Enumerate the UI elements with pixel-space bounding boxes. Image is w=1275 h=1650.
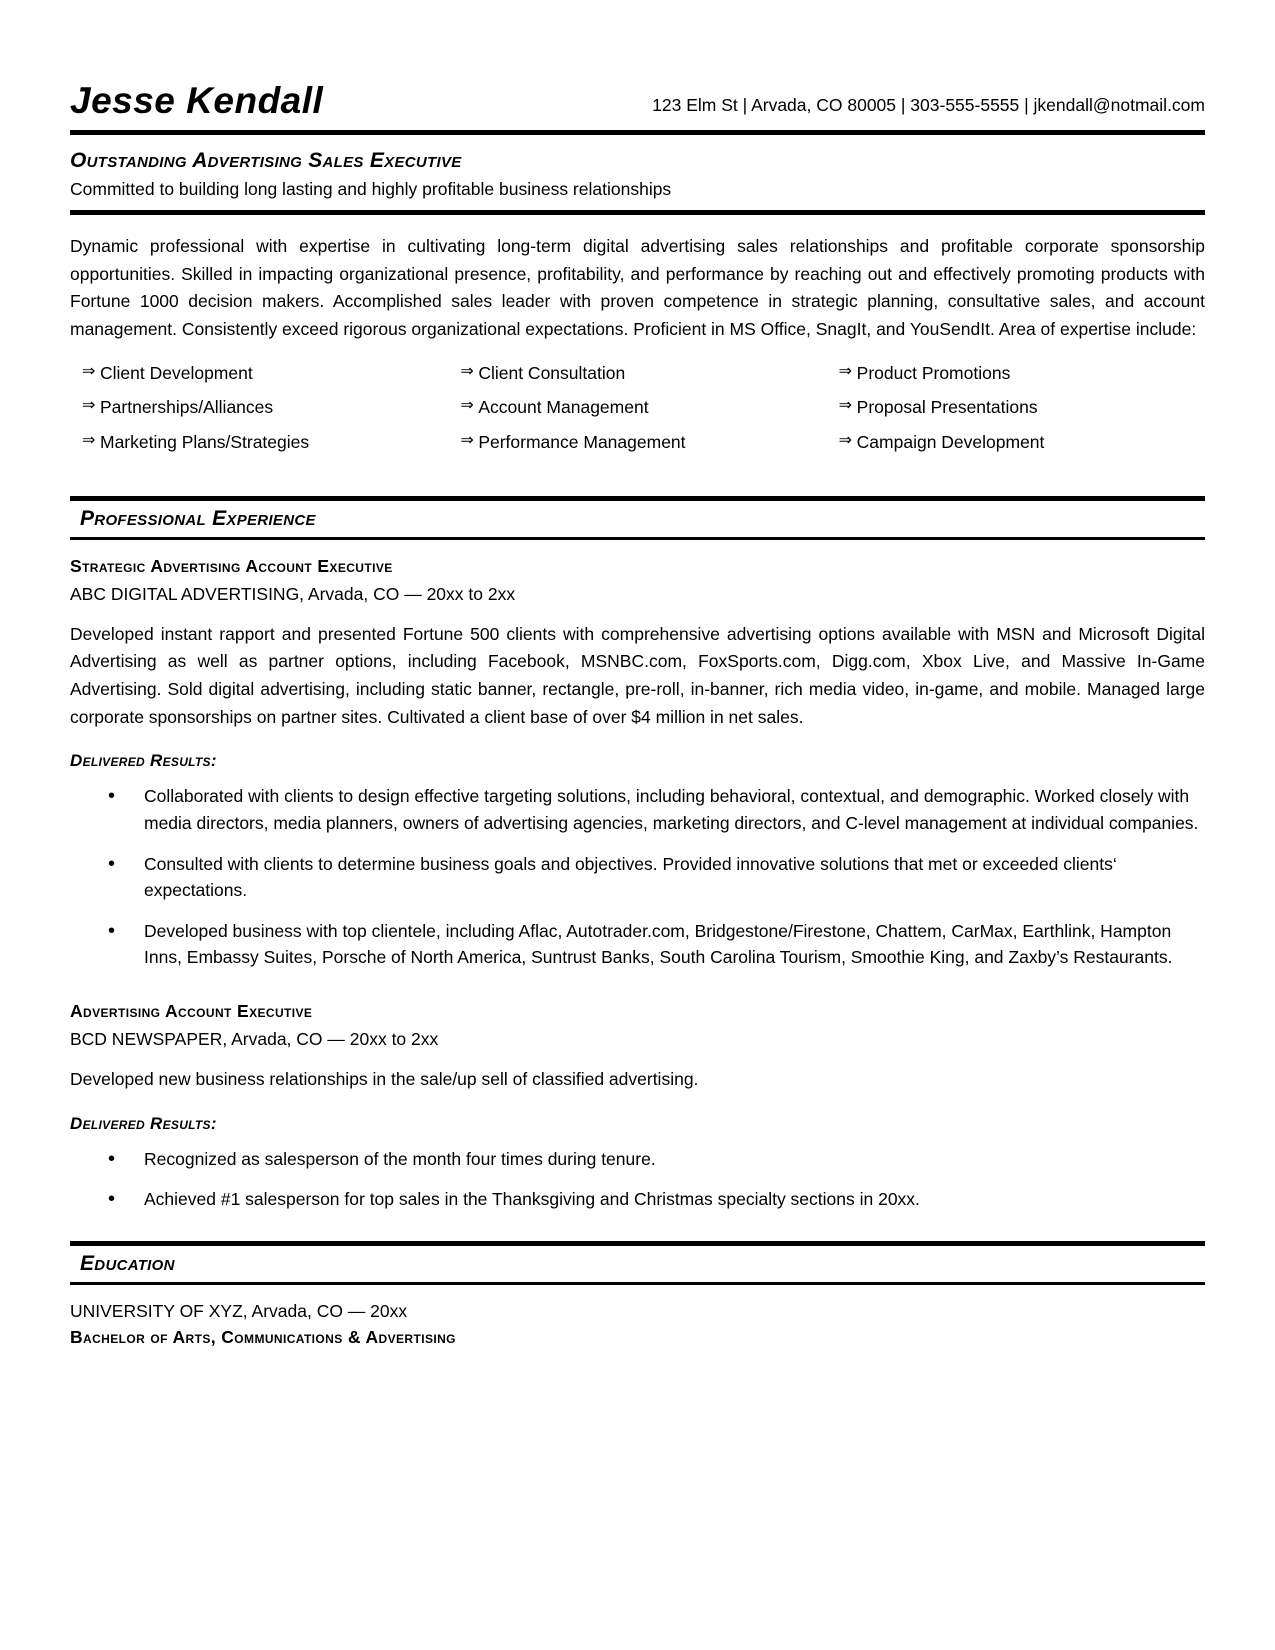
expertise-item xyxy=(448,362,826,385)
expertise-item xyxy=(70,362,448,385)
list-item: • Consulted with clients to determine business goals and objectives. Provided innovative solutions that met or exceeded clients‘ expectations. xyxy=(108,851,1205,904)
job-results-list xyxy=(70,783,1205,971)
education-entry xyxy=(70,1285,1205,1348)
headline-block xyxy=(70,135,1205,210)
education-school: UNIVERSITY OF XYZ, Arvada, CO — 20xx xyxy=(70,1300,408,1321)
expertise-item xyxy=(827,362,1205,385)
areas-of-expertise xyxy=(70,348,1205,482)
arrow-right-icon: ⇒ xyxy=(82,362,96,380)
job-results-list xyxy=(70,1146,1205,1213)
headline-subtitle: Committed to building long lasting and highly profitable business relationships xyxy=(70,179,672,199)
education-degree: Bachelor of Arts, Communications & Advertising xyxy=(70,1326,456,1347)
expertise-item xyxy=(827,396,1205,419)
arrow-right-icon: ⇒ xyxy=(460,397,474,415)
headline-title: Outstanding Advertising Sales Executive xyxy=(70,149,462,172)
delivered-results-label: Delivered Results: xyxy=(70,751,217,771)
candidate-name: Jesse Kendall xyxy=(70,80,324,121)
expertise-label: Performance Management xyxy=(478,432,686,453)
expertise-label: Marketing Plans/Strategies xyxy=(100,432,310,453)
expertise-column-3 xyxy=(827,362,1205,466)
resume-header xyxy=(70,70,1205,130)
expertise-label: Account Management xyxy=(478,397,649,418)
arrow-right-icon: ⇒ xyxy=(460,432,474,450)
expertise-label: Client Development xyxy=(100,362,253,383)
expertise-item xyxy=(448,431,826,454)
arrow-right-icon: ⇒ xyxy=(82,432,96,450)
experience-section xyxy=(70,496,1205,540)
list-item: • Developed business with top clientele, including Aflac, Autotrader.com, Bridgestone/Firestone, Chattem, CarMax, Earthlink, Hampton Inns, Embassy Suites, Porsche of North America, Suntrust Banks, South Carolina Tourism, Smoothie King, and Zaxby’s Restaurants. xyxy=(108,918,1205,971)
expertise-item xyxy=(827,431,1205,454)
job-entry xyxy=(70,540,1205,971)
expertise-item xyxy=(70,396,448,419)
arrow-right-icon: ⇒ xyxy=(460,362,474,380)
arrow-right-icon: ⇒ xyxy=(82,397,96,415)
expertise-label: Product Promotions xyxy=(856,362,1011,383)
education-section xyxy=(70,1241,1205,1285)
list-item: • Recognized as salesperson of the month four times during tenure. xyxy=(108,1146,1205,1173)
job-title: Strategic Advertising Account Executive xyxy=(70,555,393,576)
job-company: ABC DIGITAL ADVERTISING, Arvada, CO — 20xx to 2xx xyxy=(70,583,516,604)
professional-summary: Dynamic professional with expertise in cultivating long-term digital advertising sales relationships and profitable corporate sponsorship opportunities. Skilled in impacting organizational presence, profitability, and performance by reaching out and effectively promoting products with Fortune 1000 decision makers. Accomplished sales leader with proven competence in strategic planning, consultative sales, and account management. Consistently exceed rigorous organizational expectations. Proficient in MS Office, SnagIt, and YouSendIt. Area of expertise include: xyxy=(70,236,1205,339)
delivered-results-label: Delivered Results: xyxy=(70,1113,217,1133)
contact-line: 123 Elm St | Arvada, CO 80005 | 303-555-5555 | jkendall@notmail.com xyxy=(652,95,1205,115)
expertise-item xyxy=(448,396,826,419)
list-item: • Collaborated with clients to design effective targeting solutions, including behavioral, contextual, and demographic. Worked closely with media directors, media planners, owners of advertising agencies, marketing directors, and C-level management at individual companies. xyxy=(108,783,1205,836)
expertise-item xyxy=(70,431,448,454)
section-title-experience: Professional Experience xyxy=(80,506,316,530)
arrow-right-icon: ⇒ xyxy=(838,432,853,450)
expertise-label: Partnerships/Alliances xyxy=(100,397,274,418)
arrow-right-icon: ⇒ xyxy=(838,397,853,415)
expertise-column-1 xyxy=(70,362,448,466)
expertise-column-2 xyxy=(448,362,826,466)
job-title: Advertising Account Executive xyxy=(70,1000,313,1021)
resume-sheet xyxy=(70,70,1205,1348)
list-item: • Achieved #1 salesperson for top sales in the Thanksgiving and Christmas specialty sections in 20xx. xyxy=(108,1186,1205,1213)
expertise-label: Campaign Development xyxy=(856,432,1045,453)
expertise-label: Client Consultation xyxy=(478,362,626,383)
expertise-label: Proposal Presentations xyxy=(856,397,1038,418)
job-description: Developed instant rapport and presented Fortune 500 clients with comprehensive advertising options available with MSN and Microsoft Digital Advertising as well as partner options, including Facebook, MSNBC.com, FoxSports.com, Digg.com, Xbox Live, and Massive In-Game Advertising. Sold digital advertising, including static banner, rectangle, pre-roll, in-banner, rich media video, in-game, and mobile. Managed large corporate sponsorships on partner sites. Cultivated a client base of over $4 million in net sales. xyxy=(70,623,1205,727)
job-entry xyxy=(70,985,1205,1213)
job-company: BCD NEWSPAPER, Arvada, CO — 20xx to 2xx xyxy=(70,1028,439,1049)
arrow-right-icon: ⇒ xyxy=(838,362,853,380)
section-title-education: Education xyxy=(80,1251,175,1275)
job-description: Developed new business relationships in the sale/up sell of classified advertising. xyxy=(70,1068,699,1089)
